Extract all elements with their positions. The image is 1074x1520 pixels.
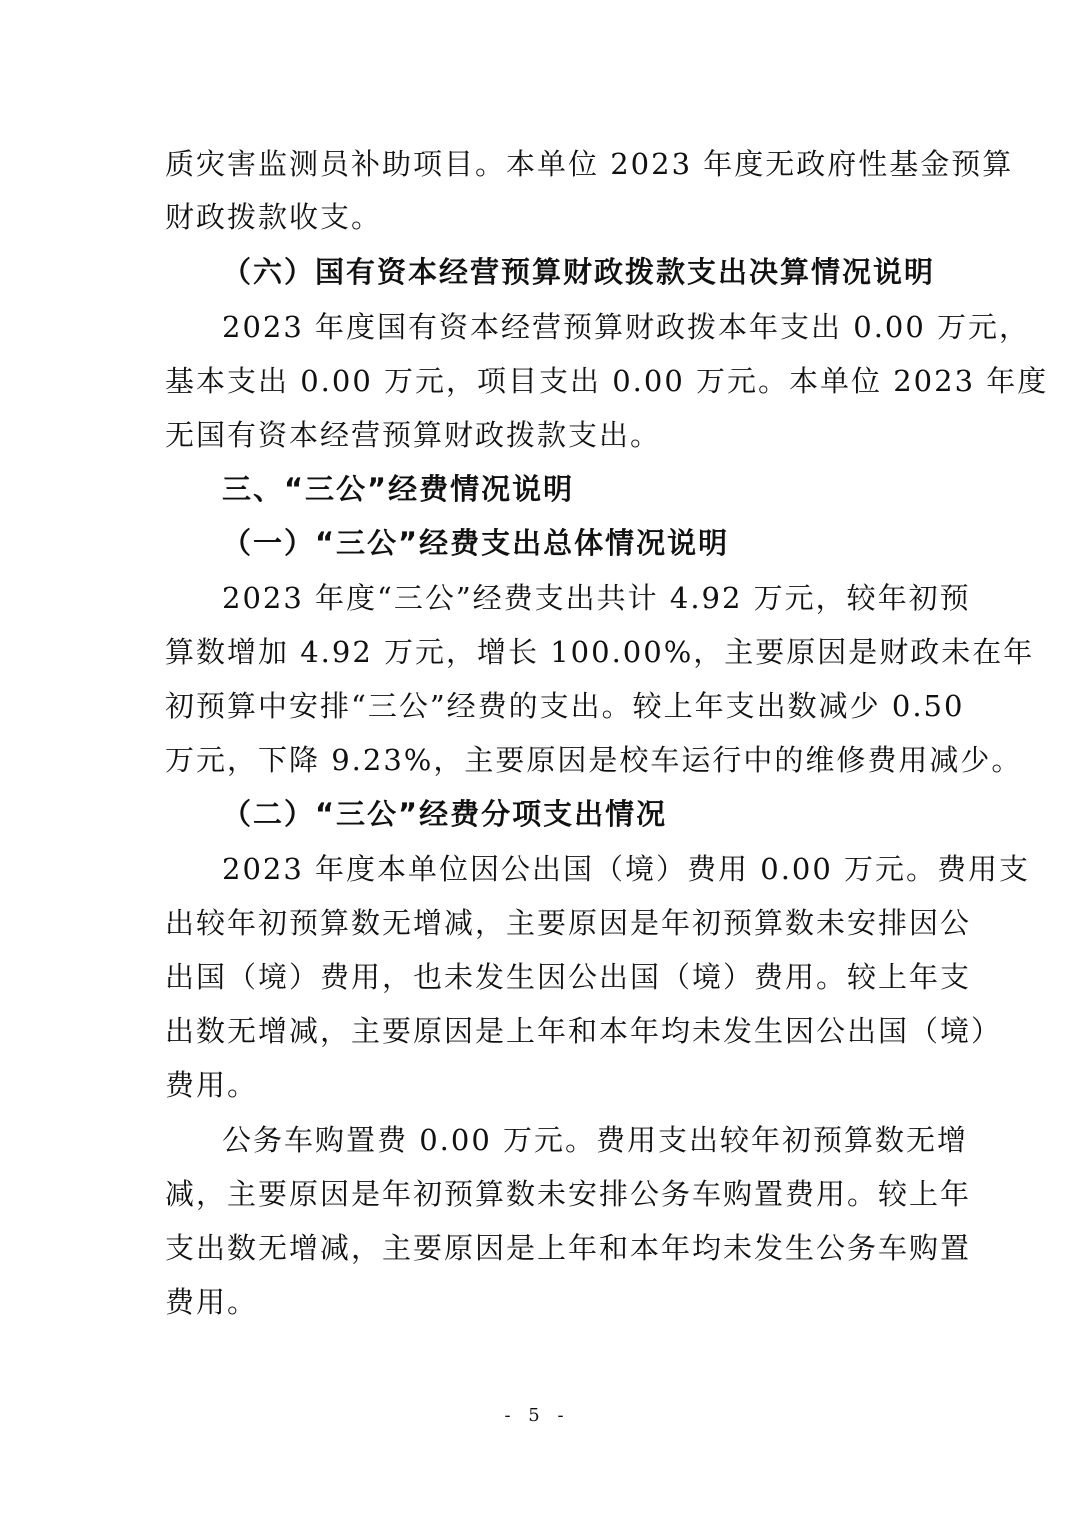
body-text-line: 公务车购置费 0.00 万元。费用支出较年初预算数无增	[222, 1123, 969, 1157]
body-text-line: 初预算中安排“三公”经费的支出。较上年支出数减少 0.50	[165, 689, 965, 723]
body-text-line: 算数增加 4.92 万元，增长 100.00%，主要原因是财政未在年	[165, 635, 1035, 669]
chapter-heading: 三、“三公”经费情况说明	[222, 472, 575, 506]
body-text-line: 质灾害监测员补助项目。本单位 2023 年度无政府性基金预算	[165, 147, 1014, 181]
section-heading: （二）“三公”经费分项支出情况	[222, 797, 668, 831]
section-heading: （一）“三公”经费支出总体情况说明	[222, 526, 730, 560]
section-heading: （六）国有资本经营预算财政拨款支出决算情况说明	[222, 255, 936, 289]
body-text-line: 出数无增减，主要原因是上年和本年均未发生因公出国（境）	[165, 1014, 1003, 1048]
body-text-line: 费用。	[165, 1285, 259, 1319]
body-text-line: 支出数无增减，主要原因是上年和本年均未发生公务车购置	[165, 1231, 972, 1265]
body-text-line: 费用。	[165, 1068, 259, 1102]
body-text-line: 2023 年度“三公”经费支出共计 4.92 万元，较年初预	[222, 581, 971, 615]
body-text-line: 无国有资本经营预算财政拨款支出。	[165, 418, 662, 452]
body-text-line: 减，主要原因是年初预算数未安排公务车购置费用。较上年	[165, 1177, 972, 1211]
body-text-line: 出国（境）费用，也未发生因公出国（境）费用。较上年支	[165, 960, 972, 994]
body-text-line: 万元，下降 9.23%，主要原因是校车运行中的维修费用减少。	[165, 743, 1023, 777]
body-text-line: 出较年初预算数无增减，主要原因是年初预算数未安排因公	[165, 906, 972, 940]
body-text-line: 基本支出 0.00 万元，项目支出 0.00 万元。本单位 2023 年度	[165, 364, 1049, 398]
body-text-line: 2023 年度国有资本经营预算财政拨本年支出 0.00 万元，	[222, 310, 1031, 344]
body-text-line: 财政拨款收支。	[165, 200, 383, 234]
page-number: - 5 -	[504, 1405, 570, 1426]
body-text-line: 2023 年度本单位因公出国（境）费用 0.00 万元。费用支	[222, 852, 1031, 886]
